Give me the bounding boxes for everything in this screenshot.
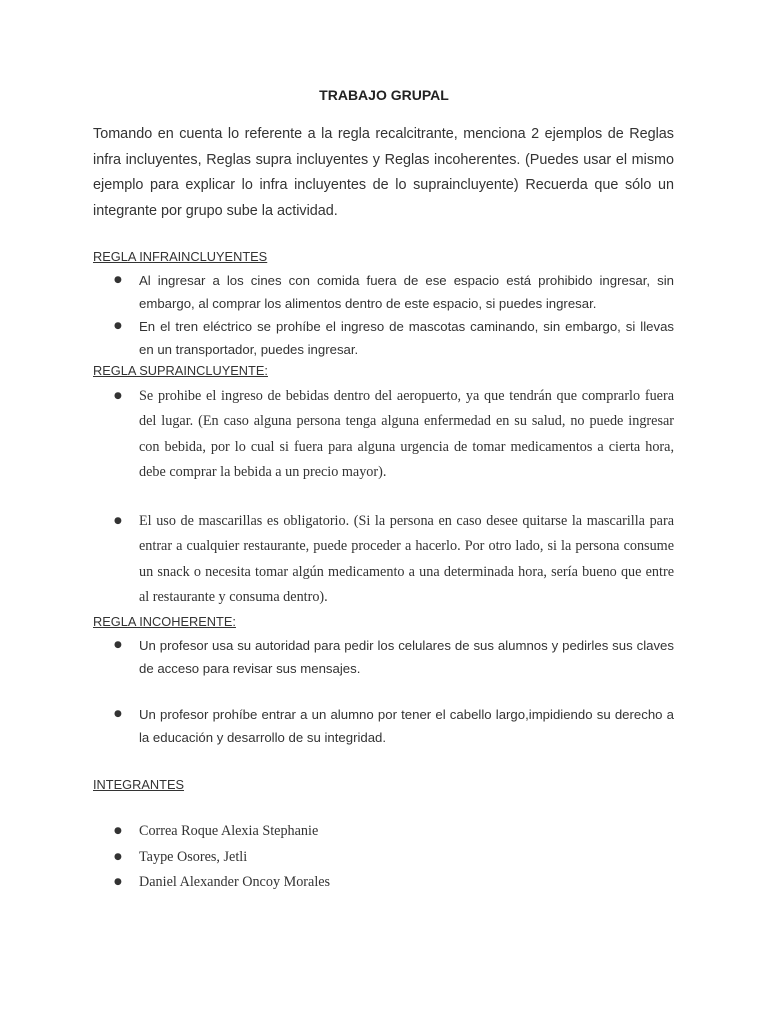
list-item: ● En el tren eléctrico se prohíbe el ingreso de mascotas caminando, sin embargo, si llevas en un transportador, puedes ingresar. bbox=[93, 315, 674, 361]
list-item: ● Daniel Alexander Oncoy Morales bbox=[93, 870, 674, 896]
list-item: ● Un profesor prohíbe entrar a un alumno por tener el cabello largo,impidiendo su derecho a la educación y desarrollo de su integridad. bbox=[93, 703, 674, 749]
incoherente-list bbox=[93, 634, 674, 749]
list-item: ● Se prohibe el ingreso de bebidas dentro del aeropuerto, ya que tendrán que comprarlo fuera del lugar. (En caso alguna persona tenga alguna enfermedad en su salud, no puede ingresar con bebida, por lo cual si fuera para alguna urgencia de tomar medicamentos a cierta hora, debe comprar la bebida a un precio mayor). bbox=[93, 384, 674, 485]
list-item: ● El uso de mascarillas es obligatorio. (Si la persona en caso desee quitarse la mascarilla para entrar a cualquier restaurante, puede proceder a hacerlo. Por otro lado, si la persona consume un snack o necesita tomar algún medicamento a una determinada hora, sería bueno que entre al restaurante y consuma dentro). bbox=[93, 509, 674, 610]
infra-list bbox=[93, 269, 674, 361]
section-heading-integrantes: INTEGRANTES bbox=[93, 777, 185, 792]
list-item: ● Un profesor usa su autoridad para pedir los celulares de sus alumnos y pedirles sus claves de acceso para revisar sus mensajes. bbox=[93, 634, 674, 680]
integrantes-list bbox=[93, 819, 674, 896]
section-heading-supra: REGLA SUPRAINCLUYENTE: bbox=[93, 363, 268, 378]
supra-list bbox=[93, 384, 674, 610]
intro-paragraph: Tomando en cuenta lo referente a la regla recalcitrante, menciona 2 ejemplos de Reglas infra incluyentes, Reglas supra incluyentes y Reglas incoherentes. (Puedes usar el mismo ejemplo para explicar lo infra incluyentes de lo supraincluyente) Recuerda que sólo un integrante por grupo sube la actividad. bbox=[93, 126, 674, 219]
document-title: TRABAJO GRUPAL bbox=[319, 87, 449, 103]
list-item: ● Correa Roque Alexia Stephanie bbox=[93, 819, 674, 845]
list-item: ● Taype Osores, Jetli bbox=[93, 845, 674, 871]
list-item: ● Al ingresar a los cines con comida fuera de ese espacio está prohibido ingresar, sin embargo, al comprar los alimentos dentro de este espacio, si puedes ingresar. bbox=[93, 269, 674, 315]
section-heading-incoherente: REGLA INCOHERENTE: bbox=[93, 614, 236, 629]
section-heading-infra: REGLA INFRAINCLUYENTES bbox=[93, 249, 268, 264]
